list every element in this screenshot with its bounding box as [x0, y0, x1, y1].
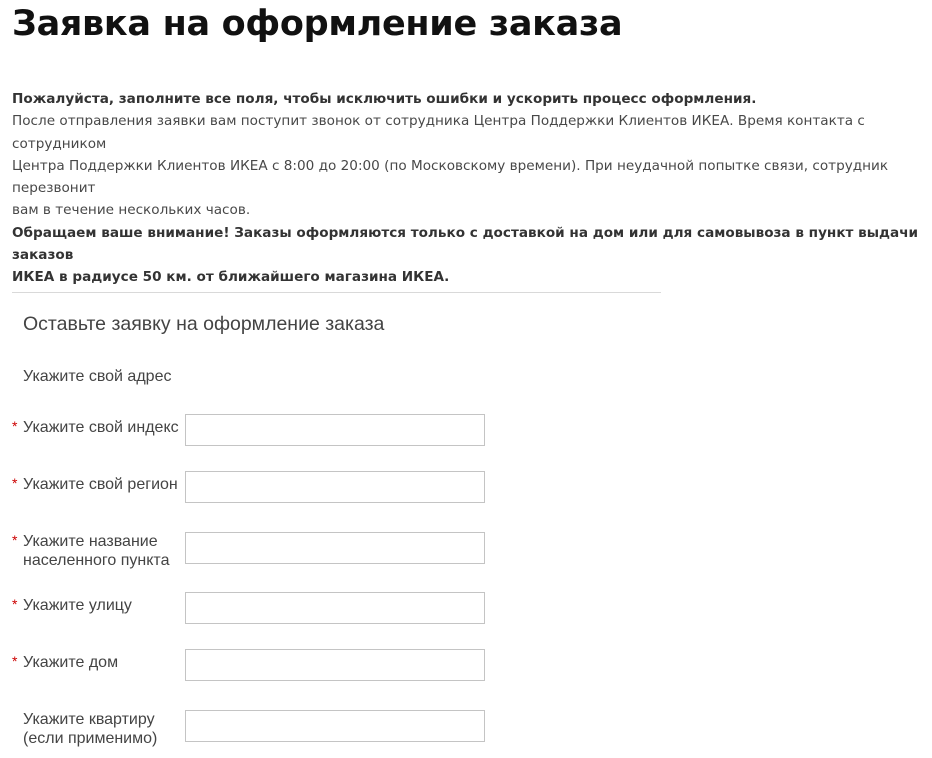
- index-input[interactable]: [185, 414, 485, 446]
- house-label: Укажите дом: [23, 654, 119, 671]
- intro-delivery-notice-line-1: Обращаем ваше внимание! Заказы оформляются только с доставкой на дом или для самовывоза в пункт выдачи заказов: [12, 224, 919, 264]
- street-label: Укажите улицу: [23, 597, 132, 614]
- page-title: Заявка на оформление заказа: [12, 4, 623, 44]
- house-input[interactable]: [185, 649, 485, 681]
- apartment-label: [23, 711, 183, 748]
- intro-call-info-line-2: Центра Поддержки Клиентов ИКЕА с 8:00 до 20:00 (по Московскому времени). При неудачной попытке связи, сотрудник перезвонит: [12, 157, 889, 197]
- index-label: Укажите свой индекс: [23, 419, 179, 436]
- street-input[interactable]: [185, 592, 485, 624]
- apartment-input[interactable]: [185, 710, 485, 742]
- address-section-label: Укажите свой адрес: [23, 368, 172, 385]
- locality-label-line-1: Укажите название: [23, 533, 158, 550]
- required-mark: *: [12, 418, 18, 434]
- apartment-label-line-1: Укажите квартиру: [23, 711, 155, 728]
- apartment-label-line-2: (если применимо): [23, 729, 158, 747]
- required-mark: *: [12, 653, 18, 669]
- section-divider: [12, 292, 661, 293]
- region-label: Укажите свой регион: [23, 476, 178, 493]
- locality-input[interactable]: [185, 532, 485, 564]
- intro-text: [12, 88, 928, 289]
- required-mark: *: [12, 596, 18, 612]
- intro-call-info-line-3: вам в течение нескольких часов.: [12, 202, 251, 219]
- locality-label: [23, 533, 183, 570]
- intro-delivery-notice-line-2: ИКЕА в радиусе 50 км. от ближайшего магазина ИКЕА.: [12, 269, 450, 286]
- intro-call-info-line-1: После отправления заявки вам поступит звонок от сотрудника Центра Поддержки Клиентов ИКЕА. Время контакта с сотрудником: [12, 113, 865, 152]
- region-input[interactable]: [185, 471, 485, 503]
- locality-label-line-2: населенного пункта: [23, 551, 170, 569]
- required-mark: *: [12, 475, 18, 491]
- intro-fill-all-notice: Пожалуйста, заполните все поля, чтобы исключить ошибки и ускорить процесс оформления.: [12, 91, 757, 107]
- required-mark: *: [12, 532, 18, 548]
- form-title: Оставьте заявку на оформление заказа: [23, 313, 385, 335]
